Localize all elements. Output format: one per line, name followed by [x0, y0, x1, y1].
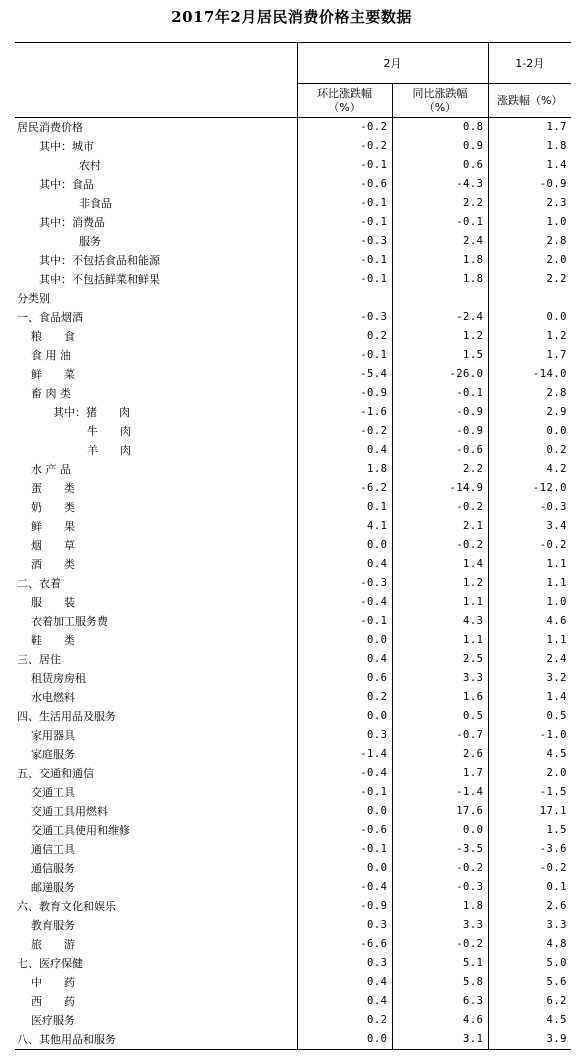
table-row: [15, 232, 571, 251]
mom-value: -6.2: [297, 479, 392, 498]
row-label: 西 药: [31, 995, 75, 1008]
cum-value: 1.4: [488, 688, 571, 707]
table-row: [15, 1011, 571, 1030]
table-row: [15, 878, 571, 897]
row-label: 蛋 类: [31, 482, 75, 495]
mom-value: 0.2: [297, 327, 392, 346]
mom-value: -1.6: [297, 403, 392, 422]
cum-value: 4.2: [488, 460, 571, 479]
cum-value: -0.2: [488, 536, 571, 555]
cum-value: -0.3: [488, 498, 571, 517]
cum-value: 3.2: [488, 669, 571, 688]
row-label: 牛 肉: [87, 425, 131, 438]
mom-value: 0.0: [297, 707, 392, 726]
table-row: [15, 669, 571, 688]
yoy-value: 3.1: [392, 1030, 488, 1050]
cum-value: 1.7: [488, 346, 571, 365]
cum-value: 1.1: [488, 555, 571, 574]
mom-value: -0.2: [297, 422, 392, 441]
table-row: [15, 726, 571, 745]
row-label: 服务: [79, 235, 101, 248]
cum-value: 1.0: [488, 593, 571, 612]
cum-column-header: 涨跌幅（%）: [488, 84, 571, 118]
cum-value: 5.0: [488, 954, 571, 973]
cum-value: 5.6: [488, 973, 571, 992]
table-row: [15, 479, 571, 498]
yoy-value: 1.7: [392, 764, 488, 783]
row-label: 分类别: [17, 292, 50, 305]
table-row: [15, 574, 571, 593]
table-body: [15, 118, 571, 1050]
yoy-value: -2.4: [392, 308, 488, 327]
table-row: [15, 612, 571, 631]
row-label: 一、食品烟酒: [17, 311, 83, 324]
yoy-value: -26.0: [392, 365, 488, 384]
cum-value: 4.5: [488, 1011, 571, 1030]
yoy-value: 6.3: [392, 992, 488, 1011]
row-label: 三、居住: [17, 653, 61, 666]
yoy-header-line1: 同比涨跌幅: [412, 86, 468, 100]
mom-value: -0.1: [297, 346, 392, 365]
table-row: [15, 897, 571, 916]
row-label: 其中：不包括鲜菜和鲜果: [39, 273, 160, 286]
table-row: [15, 327, 571, 346]
table-row: [15, 859, 571, 878]
mom-value: -0.3: [297, 574, 392, 593]
yoy-value: -0.2: [392, 536, 488, 555]
table-row: [15, 175, 571, 194]
table-header: [15, 43, 571, 118]
yoy-value: 1.2: [392, 574, 488, 593]
cum-value: 2.8: [488, 384, 571, 403]
cum-value: 3.3: [488, 916, 571, 935]
row-label: 通信工具: [31, 843, 75, 856]
mom-value: -0.1: [297, 251, 392, 270]
yoy-value: 1.5: [392, 346, 488, 365]
mom-value: -6.6: [297, 935, 392, 954]
yoy-value: 1.8: [392, 251, 488, 270]
row-label: 鲜 菜: [31, 368, 75, 381]
mom-value: -0.6: [297, 821, 392, 840]
yoy-value: 2.1: [392, 517, 488, 536]
mom-value: -0.6: [297, 175, 392, 194]
row-label: 教育服务: [31, 919, 75, 932]
row-label: 服 装: [31, 596, 75, 609]
yoy-value: -1.4: [392, 783, 488, 802]
table-row: [15, 631, 571, 650]
row-label: 交通工具使用和维修: [31, 824, 130, 837]
row-label: 畜 肉 类: [31, 387, 71, 400]
yoy-value: -0.3: [392, 878, 488, 897]
row-label: 食 用 油: [31, 349, 71, 362]
yoy-value: 4.3: [392, 612, 488, 631]
table-row: [15, 1030, 571, 1050]
row-label: 其中：猪 肉: [53, 406, 130, 419]
row-label: 邮递服务: [31, 881, 75, 894]
table-row: [15, 517, 571, 536]
table-row: [15, 498, 571, 517]
table-row: [15, 270, 571, 289]
mom-value: -0.4: [297, 764, 392, 783]
table-row: [15, 764, 571, 783]
row-label: 羊 肉: [87, 444, 131, 457]
mom-value: -0.9: [297, 897, 392, 916]
row-label: 非食品: [79, 197, 112, 210]
table-row: [15, 137, 571, 156]
table-row: [15, 308, 571, 327]
table-row: [15, 593, 571, 612]
table-row: [15, 403, 571, 422]
cum-value: -3.6: [488, 840, 571, 859]
table-row: [15, 460, 571, 479]
yoy-value: 5.8: [392, 973, 488, 992]
yoy-value: 17.6: [392, 802, 488, 821]
row-label: 四、生活用品及服务: [17, 710, 116, 723]
cum-value: 1.2: [488, 327, 571, 346]
cum-value: 1.1: [488, 631, 571, 650]
cum-value: 2.4: [488, 650, 571, 669]
row-label: 烟 草: [31, 539, 75, 552]
table-row: [15, 954, 571, 973]
mom-value: [297, 289, 392, 308]
table-row: [15, 346, 571, 365]
cum-value: 0.0: [488, 422, 571, 441]
cum-value: 6.2: [488, 992, 571, 1011]
cum-value: 17.1: [488, 802, 571, 821]
cum-value: 0.5: [488, 707, 571, 726]
row-label: 鞋 类: [31, 634, 75, 647]
mom-value: 0.3: [297, 726, 392, 745]
group-header-feb: 2月: [297, 43, 488, 84]
mom-value: 0.0: [297, 859, 392, 878]
table-row: [15, 441, 571, 460]
mom-value: 0.4: [297, 650, 392, 669]
table-row: [15, 783, 571, 802]
table-row: [15, 251, 571, 270]
table-row: [15, 536, 571, 555]
yoy-value: 2.6: [392, 745, 488, 764]
mom-value: 0.1: [297, 498, 392, 517]
yoy-value: [392, 289, 488, 308]
row-label: 交通工具用燃料: [31, 805, 108, 818]
cum-value: 1.7: [488, 118, 571, 138]
mom-value: -0.1: [297, 270, 392, 289]
yoy-value: -0.2: [392, 498, 488, 517]
yoy-value: 1.1: [392, 631, 488, 650]
mom-value: -0.1: [297, 156, 392, 175]
mom-value: 0.3: [297, 916, 392, 935]
cum-value: [488, 289, 571, 308]
cpi-table: [15, 42, 571, 1050]
table-row: [15, 156, 571, 175]
cum-value: 1.8: [488, 137, 571, 156]
row-label: 六、教育文化和娱乐: [17, 900, 116, 913]
cum-value: 1.0: [488, 213, 571, 232]
row-label: 居民消费价格: [17, 121, 83, 134]
cum-value: 1.4: [488, 156, 571, 175]
cum-value: 3.4: [488, 517, 571, 536]
yoy-header-line2: （%）: [423, 100, 457, 114]
cum-value: -0.9: [488, 175, 571, 194]
row-label: 家用器具: [31, 729, 75, 742]
cum-value: -1.0: [488, 726, 571, 745]
table-row: [15, 289, 571, 308]
yoy-value: 4.6: [392, 1011, 488, 1030]
row-label: 通信服务: [31, 862, 75, 875]
table-row: [15, 650, 571, 669]
yoy-value: -0.2: [392, 859, 488, 878]
yoy-value: -14.9: [392, 479, 488, 498]
yoy-value: 1.2: [392, 327, 488, 346]
cum-value: -1.5: [488, 783, 571, 802]
label-column-header: [15, 43, 297, 118]
table-row: [15, 935, 571, 954]
yoy-value: 1.8: [392, 897, 488, 916]
mom-value: 0.0: [297, 631, 392, 650]
yoy-value: -0.7: [392, 726, 488, 745]
mom-column-header: [297, 84, 392, 118]
table-row: [15, 707, 571, 726]
row-label: 交通工具: [31, 786, 75, 799]
mom-value: 0.4: [297, 973, 392, 992]
row-label: 八、其他用品和服务: [15, 1030, 297, 1050]
mom-value: -0.1: [297, 783, 392, 802]
table-row: [15, 802, 571, 821]
yoy-value: 1.4: [392, 555, 488, 574]
row-label: 其中：不包括食品和能源: [39, 254, 160, 267]
table-row: [15, 688, 571, 707]
mom-value: 0.4: [297, 555, 392, 574]
mom-value: 0.6: [297, 669, 392, 688]
mom-value: -0.2: [297, 137, 392, 156]
cum-value: 0.1: [488, 878, 571, 897]
cum-value: 3.9: [488, 1030, 571, 1050]
yoy-value: 2.2: [392, 460, 488, 479]
cum-value: -12.0: [488, 479, 571, 498]
table-row: [15, 555, 571, 574]
mom-value: -5.4: [297, 365, 392, 384]
yoy-value: -4.3: [392, 175, 488, 194]
mom-value: -0.4: [297, 593, 392, 612]
mom-value: 1.8: [297, 460, 392, 479]
row-label: 旅 游: [31, 938, 75, 951]
row-label: 家庭服务: [31, 748, 75, 761]
row-label: 医疗服务: [31, 1014, 75, 1027]
yoy-value: 1.8: [392, 270, 488, 289]
yoy-value: 0.0: [392, 821, 488, 840]
cum-value: 0.0: [488, 308, 571, 327]
yoy-value: 3.3: [392, 916, 488, 935]
page-title: 2017年2月居民消费价格主要数据: [171, 8, 412, 26]
row-label: 其中：食品: [39, 178, 94, 191]
table-row: [15, 916, 571, 935]
row-label: 粮 食: [31, 330, 75, 343]
row-label: 二、衣着: [17, 577, 61, 590]
cum-value: -0.2: [488, 859, 571, 878]
yoy-value: 0.8: [392, 118, 488, 138]
yoy-value: -0.1: [392, 384, 488, 403]
yoy-value: 1.6: [392, 688, 488, 707]
table-row: [15, 365, 571, 384]
yoy-value: 0.6: [392, 156, 488, 175]
mom-value: -0.1: [297, 194, 392, 213]
table-row: [15, 213, 571, 232]
cum-value: 4.6: [488, 612, 571, 631]
row-label: 奶 类: [31, 501, 75, 514]
mom-value: -0.2: [297, 118, 392, 138]
cum-value: 2.0: [488, 251, 571, 270]
table-row: [15, 384, 571, 403]
cum-value: 2.0: [488, 764, 571, 783]
mom-value: 0.0: [297, 1030, 392, 1050]
mom-value: 0.3: [297, 954, 392, 973]
mom-value: -0.1: [297, 840, 392, 859]
mom-value: 0.4: [297, 992, 392, 1011]
row-label: 五、交通和通信: [17, 767, 94, 780]
mom-value: -0.3: [297, 308, 392, 327]
row-label: 其中：消费品: [39, 216, 105, 229]
yoy-value: 0.5: [392, 707, 488, 726]
yoy-value: 1.1: [392, 593, 488, 612]
mom-value: -0.1: [297, 213, 392, 232]
yoy-value: -0.9: [392, 422, 488, 441]
cum-value: 2.9: [488, 403, 571, 422]
cum-value: -14.0: [488, 365, 571, 384]
mom-value: -0.4: [297, 878, 392, 897]
row-label: 租赁房房租: [31, 672, 86, 685]
yoy-column-header: [392, 84, 488, 118]
mom-value: 4.1: [297, 517, 392, 536]
cum-value: 1.1: [488, 574, 571, 593]
cum-value: 2.2: [488, 270, 571, 289]
row-label: 水电燃料: [31, 691, 75, 704]
cum-value: 2.6: [488, 897, 571, 916]
cum-value: 2.8: [488, 232, 571, 251]
table-row: [15, 745, 571, 764]
table-row: [15, 118, 571, 138]
yoy-value: -0.1: [392, 213, 488, 232]
mom-value: 0.0: [297, 536, 392, 555]
row-label: 水 产 品: [31, 463, 71, 476]
row-label: 其中：城市: [39, 140, 94, 153]
row-label: 中 药: [31, 976, 75, 989]
table-row: [15, 992, 571, 1011]
cum-value: 2.3: [488, 194, 571, 213]
yoy-value: 2.5: [392, 650, 488, 669]
cum-value: 1.5: [488, 821, 571, 840]
yoy-value: -0.9: [392, 403, 488, 422]
cum-value: 4.8: [488, 935, 571, 954]
yoy-value: 2.2: [392, 194, 488, 213]
mom-value: -0.9: [297, 384, 392, 403]
row-label: 农村: [79, 159, 101, 172]
mom-value: -0.1: [297, 612, 392, 631]
table-row: [15, 422, 571, 441]
group-header-janfeb: 1-2月: [488, 43, 571, 84]
mom-value: 0.0: [297, 802, 392, 821]
yoy-value: -3.5: [392, 840, 488, 859]
mom-header-line2: （%）: [328, 100, 361, 114]
yoy-value: 2.4: [392, 232, 488, 251]
row-label: 衣着加工服务费: [31, 615, 108, 628]
yoy-value: 3.3: [392, 669, 488, 688]
mom-value: 0.4: [297, 441, 392, 460]
mom-value: -1.4: [297, 745, 392, 764]
mom-header-line1: 环比涨跌幅: [317, 86, 372, 100]
table-row: [15, 973, 571, 992]
mom-value: 0.2: [297, 1011, 392, 1030]
yoy-value: -0.6: [392, 441, 488, 460]
cum-value: 0.2: [488, 441, 571, 460]
row-label: 鲜 果: [31, 520, 75, 533]
table-row: [15, 840, 571, 859]
table-row: [15, 821, 571, 840]
mom-value: -0.3: [297, 232, 392, 251]
row-label: 七、医疗保健: [17, 957, 83, 970]
mom-value: 0.2: [297, 688, 392, 707]
row-label: 酒 类: [31, 558, 75, 571]
yoy-value: 0.9: [392, 137, 488, 156]
table-row: [15, 194, 571, 213]
yoy-value: -0.2: [392, 935, 488, 954]
cum-value: 4.5: [488, 745, 571, 764]
yoy-value: 5.1: [392, 954, 488, 973]
